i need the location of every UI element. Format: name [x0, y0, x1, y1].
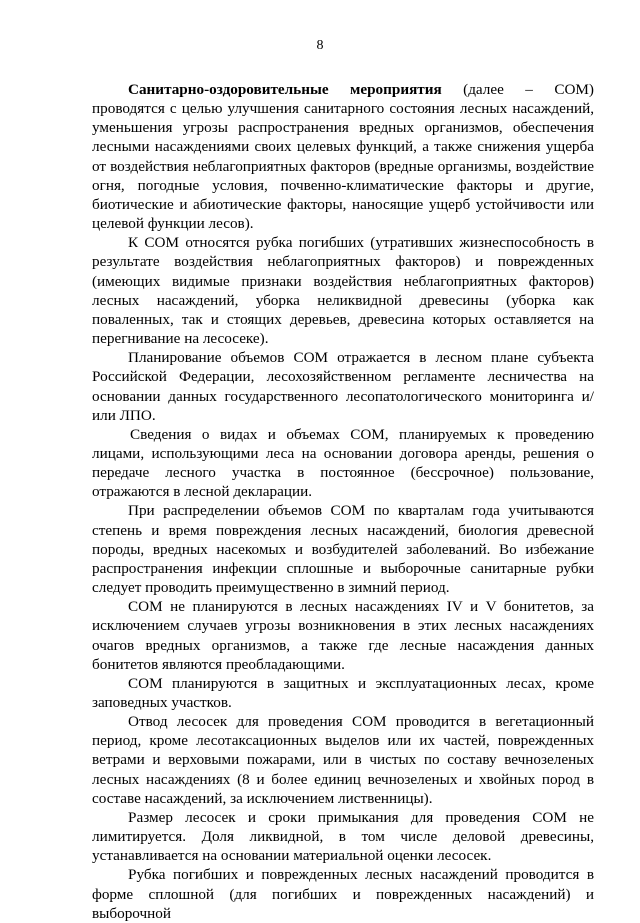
paragraph-allocation: Отвод лесосек для проведения СОМ проводится в вегетационный период, кроме лесотаксационных выделов или их частей, поврежденных ветрами и верховыми пожарами, или в чистых по составу вечнозеленых лесных насаждениях (8 и более единиц вечнозеленых и хвойных пород в составе насаждений, за исключением лиственницы). [92, 713, 594, 807]
paragraph-declaration: Сведения о видах и объемах СОМ, планируемых к проведению лицами, использующими леса на основании договора аренды, решения о передаче лесного участка в постоянное (бессрочное) пользование, отражаются в лесной декларации. [92, 425, 594, 501]
paragraph-bonitet: СОМ не планируются в лесных насаждениях IV и V бонитетов, за исключением случаев угрозы возникновения в этих лесных насаждениях очагов вредных организмов, а также где лесные насаждения данных бонитетов являются преобладающими. [92, 598, 594, 673]
paragraph-som-definition [92, 80, 594, 233]
bold-term: Санитарно-оздоровительные мероприятия [128, 81, 442, 98]
document-body [92, 80, 594, 923]
paragraph-som-includes: К СОМ относятся рубка погибших (утративших жизнеспособность в результате воздействия неблагоприятных факторов) и поврежденных (имеющих видимые признаки воздействия неблагоприятных факторов) лесных насаждений, уборка неликвидной древесины (уборка как поваленных, так и стоящих деревьев, древесина которых оставляется на перегнивание на лесосеке). [92, 234, 594, 348]
paragraph-forests: СОМ планируются в защитных и эксплуатационных лесах, кроме заповедных участков. [92, 674, 594, 711]
paragraph-distribution: При распределении объемов СОМ по кварталам года учитываются степень и время повреждения лесных насаждений, биология древесной породы, вредных насекомых и возбудителей заболеваний. Во избежание распространения инфекции сплошные и выборочные санитарные рубки следует проводить преимущественно в зимний период. [92, 502, 594, 597]
paragraph-planning: Планирование объемов СОМ отражается в лесном плане субъекта Российской Федерации, лесохозяйственном регламенте лесничества на основании данных государственного лесопатологического мониторинга и/или ЛПО. [92, 349, 594, 424]
page-number: 8 [316, 38, 324, 53]
paragraph-size: Размер лесосек и сроки примыкания для проведения СОМ не лимитируется. Доля ликвидной, в том числе деловой древесины, устанавливается на основании материальной оценки лесосек. [92, 808, 594, 865]
paragraph-felling: Рубка погибших и поврежденных лесных насаждений проводится в форме сплошной (для погибших и поврежденных насаждений) и выборочной [92, 866, 594, 922]
paragraph-text: (далее – СОМ) проводятся с целью улучшения санитарного состояния лесных насаждений, уменьшения угрозы распространения вредных организмов, обеспечения лесными насаждениями своих целевых функций, а также снижения ущерба от воздействия неблагоприятных факторов (вредные организмы, воздействие огня, погодные условия, почвенно-климатические факторы и другие, биотические и абиотические факторы, наносящие ущерб устойчивости или целевой функции лесов). [92, 81, 594, 233]
